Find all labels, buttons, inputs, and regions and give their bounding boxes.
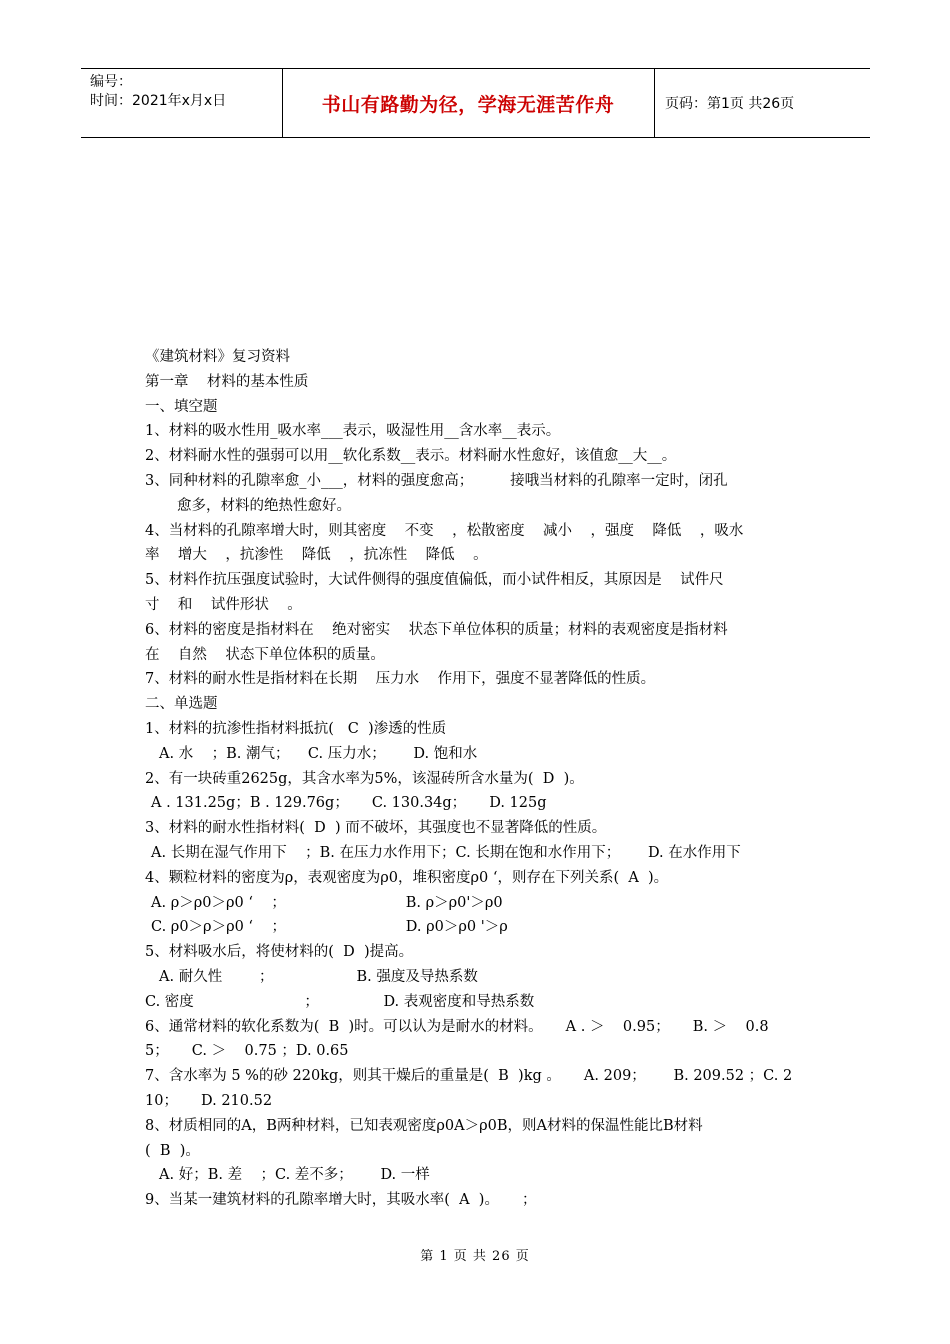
header-left-cell	[90, 73, 226, 111]
answer-options: A. 耐久性 ； B. 强度及导热系数	[159, 968, 478, 985]
question-line: 2、材料耐水性的强弱可以用__软化系数__表示。材料耐水性愈好，该值愈__大__。	[145, 448, 677, 465]
answer-options: A. 好；B. 差 ；C. 差不多； D. 一样	[159, 1167, 430, 1184]
document-body	[145, 345, 806, 1213]
question-line: 5、材料吸水后，将使材料的( D )提高。	[145, 944, 414, 961]
section-heading-single-choice: 二、单选题	[145, 696, 218, 713]
question-line: 6、通常材料的软化系数为( B )时。可以认为是耐水的材料。 A . ＞ 0.95； B. ＞ 0.8	[145, 1018, 769, 1035]
question-line: 7、材料的耐水性是指材料在长期 压力水 作用下，强度不显著降低的性质。	[145, 671, 656, 688]
question-line: 5、材料作抗压强度试验时，大试件侧得的强度值偏低，而小试件相反，其原因是 试件尺	[145, 572, 724, 589]
answer-options: C. 密度 ； D. 表观密度和导热系数	[145, 993, 535, 1010]
document-number-label: 编号：	[90, 74, 132, 90]
question-line: 9、当某一建筑材料的孔隙率增大时，其吸水率( A )。 ；	[145, 1192, 537, 1209]
answer-options: A. 长期在湿气作用下 ；B. 在压力水作用下；C. 长期在饱和水作用下； D. 在水作用下	[151, 844, 741, 861]
question-line: 7、含水率为 5 %的砂 220kg，则其干燥后的重量是( B )kg 。 A. 209； B. 209.52 ；C. 2	[145, 1068, 793, 1085]
answer-options: A. ρ＞ρ0＞ρ0 ‘ ； B. ρ＞ρ0'＞ρ0	[151, 894, 503, 911]
question-line: 寸 和 试件形状 。	[145, 596, 302, 613]
question-line: 率 增大 ，抗渗性 降低 ，抗冻性 降低 。	[145, 547, 488, 564]
question-line: 在 自然 状态下单位体积的质量。	[145, 646, 385, 663]
question-line: 愈多，材料的绝热性愈好。	[177, 497, 351, 514]
page-footer: 第 1 页 共 26 页	[420, 1249, 530, 1264]
question-line: 6、材料的密度是指材料在 绝对密实 状态下单位体积的质量；材料的表观密度是指材料	[145, 621, 728, 638]
question-line: 2、有一块砖重2625g，其含水率为5%，该湿砖所含水量为( D )。	[145, 770, 584, 787]
question-line: 4、当材料的孔隙率增大时，则其密度 不变 ，松散密度 减小 ，强度 降低 ，吸水	[145, 522, 744, 539]
document-title: 《建筑材料》复习资料	[145, 349, 290, 365]
question-line: 5； C. ＞ 0.75 ；D. 0.65	[145, 1043, 349, 1060]
question-line: ( B )。	[145, 1142, 200, 1159]
answer-options: A . 131.25g；B . 129.76g； C. 130.34g； D. 125g	[151, 795, 547, 812]
question-line: 3、材料的耐水性指材料( D ) 而不破坏，其强度也不显著降低的性质。	[145, 820, 607, 837]
question-line: 8、材质相同的A，B两种材料，已知表观密度ρ0A＞ρ0B，则A材料的保温性能比B材料	[145, 1117, 703, 1134]
header-table	[81, 68, 870, 138]
answer-options: A. 水 ；B. 潮气； C. 压力水； D. 饱和水	[159, 745, 478, 762]
header-motto: 书山有路勤为径，学海无涯苦作舟	[321, 93, 615, 116]
answer-options: C. ρ0＞ρ＞ρ0 ‘ ； D. ρ0＞ρ0 '＞ρ	[151, 919, 508, 936]
chapter-heading: 第一章 材料的基本性质	[145, 373, 309, 390]
question-line: 1、材料的抗渗性指材料抵抗( C )渗透的性质	[145, 720, 447, 737]
question-line: 1、材料的吸水性用_吸水率___表示，吸湿性用__含水率__表示。	[145, 423, 561, 440]
question-line: 10； D. 210.52	[145, 1092, 273, 1109]
question-line: 3、同种材料的孔隙率愈_小___，材料的强度愈高； 接哦当材料的孔隙率一定时，闭孔	[145, 472, 728, 489]
document-date: 时间：2021年x月x日	[90, 93, 227, 109]
question-line: 4、颗粒材料的密度为ρ，表观密度为ρ0，堆积密度ρ0 ‘，则存在下列关系( A )。	[145, 869, 669, 886]
header-divider	[654, 69, 655, 137]
section-heading-fill-blank: 一、填空题	[145, 398, 218, 415]
header-page-info: 页码：第1页 共26页	[665, 96, 795, 112]
